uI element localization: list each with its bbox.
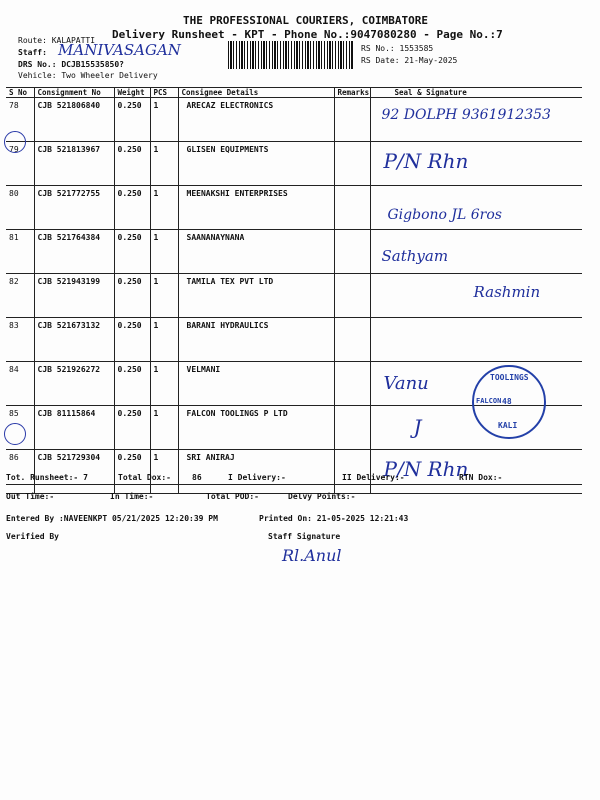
row-consignee: VELMANI xyxy=(178,362,334,406)
row-weight: 0.250 xyxy=(114,406,150,450)
staff-label: Staff: xyxy=(18,48,47,57)
stamp-top-text: TOOLINGS xyxy=(490,373,529,382)
signature-handwritten: P/N Rhn xyxy=(383,457,469,481)
circle-mark-row-79 xyxy=(4,131,26,153)
row-consignee: BARANI HYDRAULICS xyxy=(178,318,334,362)
total-dox-label: Total Dox:- xyxy=(118,473,171,482)
row-pcs: 1 xyxy=(150,98,178,142)
row-weight: 0.250 xyxy=(114,450,150,494)
row-consignment: CJB 521673132 xyxy=(34,318,114,362)
staff-name-handwritten: MANIVASAGAN xyxy=(58,41,181,59)
table-row xyxy=(6,142,582,186)
row-signature xyxy=(370,98,582,142)
row-weight: 0.250 xyxy=(114,230,150,274)
barcode xyxy=(228,41,354,69)
rtn-dox: RTN Dox:- xyxy=(459,473,503,482)
table-header-row xyxy=(6,88,582,98)
row-weight: 0.250 xyxy=(114,318,150,362)
row-pcs: 1 xyxy=(150,186,178,230)
row-pcs: 1 xyxy=(150,450,178,494)
row-signature xyxy=(370,230,582,274)
company-title: THE PROFESSIONAL COURIERS, COIMBATORE xyxy=(183,14,429,27)
row-consignee: MEENAKSHI ENTERPRISES xyxy=(178,186,334,230)
row-sno: 81 xyxy=(6,230,34,274)
col-consignment: Consignment No xyxy=(34,88,114,98)
row-sno: 82 xyxy=(6,274,34,318)
row-consignee: SRI ANIRAJ xyxy=(178,450,334,494)
row-remarks xyxy=(334,98,370,142)
col-consignee: Consignee Details xyxy=(178,88,334,98)
row-consignment: CJB 521764384 xyxy=(34,230,114,274)
route-text: Route: KALAPATTI xyxy=(18,36,96,45)
total-dox-value: 86 xyxy=(192,473,202,482)
table-row xyxy=(6,318,582,362)
row-weight: 0.250 xyxy=(114,98,150,142)
staff-signature-label: Staff Signature xyxy=(268,532,341,541)
row-consignment: CJB 521772755 xyxy=(34,186,114,230)
row-sno: 80 xyxy=(6,186,34,230)
table-row xyxy=(6,186,582,230)
row-weight: 0.250 xyxy=(114,274,150,318)
row-signature xyxy=(370,142,582,186)
col-sno: S No xyxy=(6,88,34,98)
stamp-bottom-text: KALI xyxy=(498,421,518,430)
circle-mark-row-86 xyxy=(4,423,26,445)
row-pcs: 1 xyxy=(150,406,178,450)
row-pcs: 1 xyxy=(150,230,178,274)
rs-number: RS No.: 1553585 xyxy=(361,44,434,53)
row-weight: 0.250 xyxy=(114,142,150,186)
signature-handwritten: P/N Rhn xyxy=(383,149,469,173)
row-pcs: 1 xyxy=(150,362,178,406)
signature-handwritten: Sathyam xyxy=(381,247,449,265)
row-sno: 78 xyxy=(6,98,34,142)
signature-handwritten: 92 DOLPH 9361912353 xyxy=(381,107,551,123)
col-weight: Weight xyxy=(114,88,150,98)
table-row xyxy=(6,274,582,318)
row-consignee: SAANANAYNANA xyxy=(178,230,334,274)
table-row xyxy=(6,98,582,142)
tot-runsheet: Tot. Runsheet:- 7 xyxy=(6,473,88,482)
col-seal-signature: Seal & Signature xyxy=(370,88,582,98)
row-remarks xyxy=(334,142,370,186)
row-signature xyxy=(370,186,582,230)
staff-signature-handwritten: Rl.Anul xyxy=(282,546,342,565)
signature-handwritten: J xyxy=(413,415,422,439)
row-remarks xyxy=(334,186,370,230)
entered-by: Entered By :NAVEENKPT 05/21/2025 12:20:39 PM xyxy=(6,514,218,523)
row-pcs: 1 xyxy=(150,318,178,362)
row-consignee: TAMILA TEX PVT LTD xyxy=(178,274,334,318)
row-weight: 0.250 xyxy=(114,362,150,406)
row-consignee: ARECAZ ELECTRONICS xyxy=(178,98,334,142)
table-row xyxy=(6,450,582,494)
row-remarks xyxy=(334,230,370,274)
row-remarks xyxy=(334,450,370,494)
row-pcs: 1 xyxy=(150,142,178,186)
col-pcs: PCS xyxy=(150,88,178,98)
row-sno: 79 xyxy=(6,142,34,186)
row-consignment: CJB 81115864 xyxy=(34,406,114,450)
ii-delivery: II Delivery:- xyxy=(342,473,405,482)
printed-on: Printed On: 21-05-2025 12:21:43 xyxy=(259,514,409,523)
row-remarks xyxy=(334,406,370,450)
table-row xyxy=(6,230,582,274)
verified-by: Verified By xyxy=(6,532,59,541)
row-consignment: CJB 521729304 xyxy=(34,450,114,494)
row-consignment: CJB 521926272 xyxy=(34,362,114,406)
delvy-points: Delvy Points:- xyxy=(288,492,356,501)
drs-number: DRS No.: DCJB15535850? xyxy=(18,60,124,69)
signature-handwritten: Rashmin xyxy=(473,283,541,301)
row-consignment: CJB 521943199 xyxy=(34,274,114,318)
signature-handwritten: Gigbono JL 6ros xyxy=(387,207,502,223)
row-weight: 0.250 xyxy=(114,186,150,230)
stamp-left-text: FALCON xyxy=(476,397,502,405)
row-consignee: FALCON TOOLINGS P LTD xyxy=(178,406,334,450)
out-time: Out Time:- xyxy=(6,492,55,501)
in-time: In Time:- xyxy=(110,492,154,501)
row-remarks xyxy=(334,274,370,318)
row-pcs: 1 xyxy=(150,274,178,318)
row-sno: 84 xyxy=(6,362,34,406)
col-remarks: Remarks xyxy=(334,88,370,98)
runsheet-line: Delivery Runsheet - KPT - Phone No.:9047080280 - Page No.:7 xyxy=(112,28,503,41)
row-consignment: CJB 521813967 xyxy=(34,142,114,186)
row-signature xyxy=(370,450,582,494)
row-signature xyxy=(370,274,582,318)
row-consignee: GLISEN EQUIPMENTS xyxy=(178,142,334,186)
row-sno: 85 xyxy=(6,406,34,450)
vehicle-text: Vehicle: Two Wheeler Delivery xyxy=(18,71,158,80)
row-sno: 83 xyxy=(6,318,34,362)
row-signature xyxy=(370,318,582,362)
stamp-center-text: 48 xyxy=(502,397,512,406)
signature-handwritten: Vanu xyxy=(383,373,429,394)
row-remarks xyxy=(334,362,370,406)
rs-date: RS Date: 21-May-2025 xyxy=(361,56,458,65)
total-pod: Total POD:- xyxy=(206,492,259,501)
row-sno: 86 xyxy=(6,450,34,494)
company-seal-stamp xyxy=(472,365,546,439)
row-remarks xyxy=(334,318,370,362)
row-consignment: CJB 521806840 xyxy=(34,98,114,142)
i-delivery: I Delivery:- xyxy=(228,473,286,482)
divider xyxy=(6,484,582,485)
